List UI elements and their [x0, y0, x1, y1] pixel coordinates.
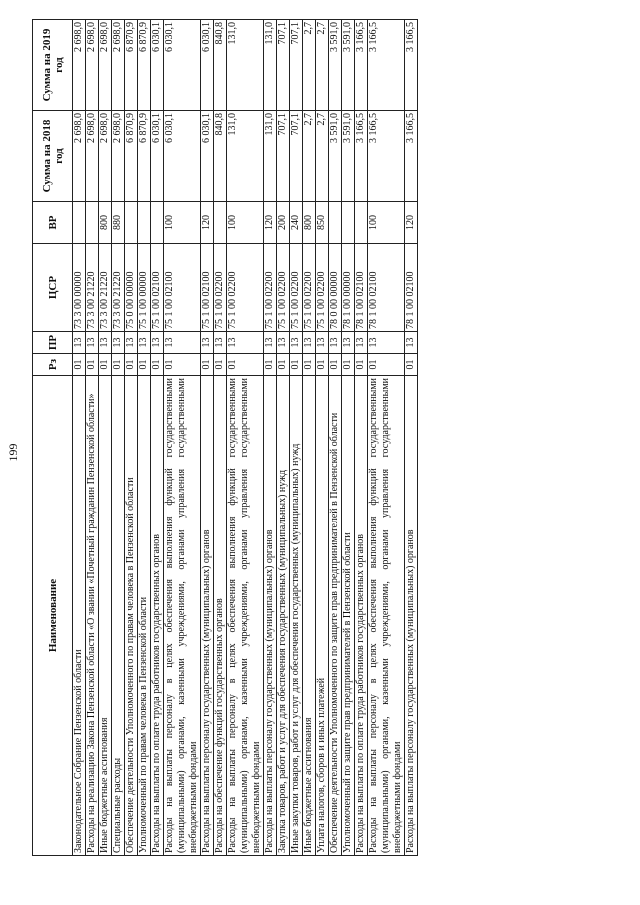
cell-sum-2018: 6 030,1 — [151, 111, 164, 202]
cell-name: Обеспечение деятельности Уполномоченного по защите прав предпринимателей в Пензенской области — [329, 376, 342, 856]
cell-name: Уполномоченный по правам человека в Пензенской области — [138, 376, 151, 856]
cell-rz: 01 — [329, 354, 342, 376]
cell-csr: 75 1 00 02200 — [264, 244, 277, 332]
cell-sum-2019: 3 591,0 — [329, 20, 342, 111]
cell-sum-2018: 2,7 — [316, 111, 329, 202]
table-row — [164, 20, 201, 856]
cell-sum-2019: 6 870,9 — [138, 20, 151, 111]
cell-vr: 100 — [164, 202, 201, 244]
table-row — [227, 20, 264, 856]
cell-pr: 13 — [303, 332, 316, 354]
cell-csr: 75 1 00 02100 — [151, 244, 164, 332]
cell-vr: 100 — [368, 202, 405, 244]
header-sum-2018: Сумма на 2018 год — [33, 111, 73, 202]
cell-vr: 850 — [316, 202, 329, 244]
cell-vr: 240 — [290, 202, 303, 244]
cell-sum-2018: 2,7 — [303, 111, 316, 202]
cell-vr: 880 — [112, 202, 125, 244]
cell-rz: 01 — [264, 354, 277, 376]
budget-table-container — [32, 20, 418, 856]
cell-csr: 78 1 00 00000 — [342, 244, 355, 332]
cell-sum-2018: 707,1 — [290, 111, 303, 202]
table-row — [151, 20, 164, 856]
cell-rz: 01 — [112, 354, 125, 376]
cell-name: Расходы на выплаты персоналу в целях обеспечения выполнения функций государственными (муниципальными) органами, казенными учреждениями, органами управления государственными внебюджетными фондами — [368, 376, 405, 856]
cell-sum-2019: 2,7 — [316, 20, 329, 111]
table-row — [316, 20, 329, 856]
cell-sum-2019: 6 030,1 — [201, 20, 214, 111]
cell-sum-2019: 6 870,9 — [125, 20, 138, 111]
table-body — [73, 20, 418, 856]
cell-sum-2018: 2 698,0 — [112, 111, 125, 202]
header-sum-2019: Сумма на 2019 год — [33, 20, 73, 111]
cell-sum-2019: 2 698,0 — [112, 20, 125, 111]
table-header-row — [33, 20, 73, 856]
cell-sum-2018: 840,8 — [214, 111, 227, 202]
cell-rz: 01 — [303, 354, 316, 376]
table-row — [290, 20, 303, 856]
cell-pr: 13 — [138, 332, 151, 354]
cell-pr: 13 — [201, 332, 214, 354]
cell-rz: 01 — [125, 354, 138, 376]
table-row — [342, 20, 355, 856]
cell-pr: 13 — [264, 332, 277, 354]
table-row — [368, 20, 405, 856]
cell-csr: 75 1 00 02100 — [201, 244, 214, 332]
cell-sum-2019: 131,0 — [227, 20, 264, 111]
cell-sum-2019: 707,1 — [277, 20, 290, 111]
cell-rz: 01 — [214, 354, 227, 376]
cell-rz: 01 — [138, 354, 151, 376]
cell-csr: 75 1 00 02200 — [214, 244, 227, 332]
cell-sum-2019: 131,0 — [264, 20, 277, 111]
cell-name: Специальные расходы — [112, 376, 125, 856]
cell-sum-2018: 2 698,0 — [86, 111, 99, 202]
cell-sum-2019: 6 030,1 — [164, 20, 201, 111]
cell-pr: 13 — [99, 332, 112, 354]
cell-sum-2019: 840,8 — [214, 20, 227, 111]
table-row — [125, 20, 138, 856]
cell-vr: 200 — [277, 202, 290, 244]
cell-sum-2019: 707,1 — [290, 20, 303, 111]
cell-pr: 13 — [214, 332, 227, 354]
cell-vr — [214, 202, 227, 244]
cell-sum-2019: 3 591,0 — [342, 20, 355, 111]
cell-csr: 75 1 00 02200 — [303, 244, 316, 332]
cell-sum-2018: 707,1 — [277, 111, 290, 202]
cell-csr: 75 1 00 02100 — [164, 244, 201, 332]
table-row — [112, 20, 125, 856]
cell-sum-2018: 6 870,9 — [125, 111, 138, 202]
cell-rz: 01 — [368, 354, 405, 376]
header-pr: ПР — [33, 332, 73, 354]
cell-vr — [138, 202, 151, 244]
cell-vr — [86, 202, 99, 244]
cell-sum-2019: 3 166,5 — [355, 20, 368, 111]
cell-vr — [125, 202, 138, 244]
table-row — [214, 20, 227, 856]
budget-table — [32, 19, 418, 856]
cell-vr — [355, 202, 368, 244]
cell-rz: 01 — [277, 354, 290, 376]
cell-csr: 73 3 00 21220 — [99, 244, 112, 332]
cell-rz: 01 — [405, 354, 418, 376]
cell-name: Расходы на обеспечение функций государственных органов — [214, 376, 227, 856]
cell-pr: 13 — [227, 332, 264, 354]
cell-csr: 78 1 00 02100 — [368, 244, 405, 332]
cell-rz: 01 — [86, 354, 99, 376]
table-row — [329, 20, 342, 856]
cell-rz: 01 — [201, 354, 214, 376]
cell-sum-2018: 131,0 — [264, 111, 277, 202]
cell-name: Законодательное Собрание Пензенской области — [73, 376, 86, 856]
cell-pr: 13 — [125, 332, 138, 354]
cell-rz: 01 — [99, 354, 112, 376]
table-row — [73, 20, 86, 856]
cell-rz: 01 — [355, 354, 368, 376]
cell-sum-2019: 2 698,0 — [86, 20, 99, 111]
cell-sum-2019: 6 030,1 — [151, 20, 164, 111]
cell-sum-2018: 6 870,9 — [138, 111, 151, 202]
cell-sum-2019: 3 166,5 — [368, 20, 405, 111]
cell-csr: 73 3 00 00000 — [73, 244, 86, 332]
table-row — [86, 20, 99, 856]
header-vr: ВР — [33, 202, 73, 244]
cell-rz: 01 — [73, 354, 86, 376]
header-rz: Рз — [33, 354, 73, 376]
cell-vr — [151, 202, 164, 244]
cell-vr: 800 — [303, 202, 316, 244]
cell-vr: 120 — [264, 202, 277, 244]
cell-sum-2018: 3 166,5 — [405, 111, 418, 202]
cell-rz: 01 — [227, 354, 264, 376]
page-number: 199 — [6, 443, 20, 462]
table-row — [138, 20, 151, 856]
cell-name: Расходы на выплаты персоналу государственных (муниципальных) органов — [405, 376, 418, 856]
header-name: Наименование — [33, 376, 73, 856]
cell-csr: 75 0 00 00000 — [125, 244, 138, 332]
cell-csr: 73 3 00 21220 — [86, 244, 99, 332]
cell-vr — [329, 202, 342, 244]
cell-vr — [342, 202, 355, 244]
cell-pr: 13 — [342, 332, 355, 354]
header-csr: ЦСР — [33, 244, 73, 332]
cell-name: Расходы на выплаты по оплате труда работников государственных органов — [151, 376, 164, 856]
cell-sum-2018: 3 166,5 — [368, 111, 405, 202]
cell-pr: 13 — [355, 332, 368, 354]
cell-vr — [73, 202, 86, 244]
cell-csr: 75 1 00 02200 — [227, 244, 264, 332]
cell-sum-2018: 3 591,0 — [329, 111, 342, 202]
cell-sum-2018: 3 591,0 — [342, 111, 355, 202]
cell-name: Иные бюджетные ассигнования — [303, 376, 316, 856]
cell-name: Уплата налогов, сборов и иных платежей — [316, 376, 329, 856]
cell-name: Иные закупки товаров, работ и услуг для обеспечения государственных (муниципальных) нужд — [290, 376, 303, 856]
cell-sum-2019: 2 698,0 — [99, 20, 112, 111]
table-row — [99, 20, 112, 856]
cell-name: Расходы на выплаты персоналу государственных (муниципальных) органов — [201, 376, 214, 856]
cell-name: Расходы на реализацию Закона Пензенской области «О звании «Почетный гражданин Пензенской области» — [86, 376, 99, 856]
cell-pr: 13 — [86, 332, 99, 354]
cell-pr: 13 — [73, 332, 86, 354]
cell-sum-2018: 2 698,0 — [99, 111, 112, 202]
cell-name: Расходы на выплаты персоналу в целях обеспечения выполнения функций государственными (муниципальными) органами, казенными учреждениями, органами управления государственными внебюджетными фондами — [227, 376, 264, 856]
cell-vr: 120 — [405, 202, 418, 244]
cell-csr: 75 1 00 02200 — [290, 244, 303, 332]
cell-csr: 75 1 00 02200 — [277, 244, 290, 332]
table-row — [277, 20, 290, 856]
cell-name: Уполномоченный по защите прав предпринимателей в Пензенской области — [342, 376, 355, 856]
cell-pr: 13 — [164, 332, 201, 354]
cell-pr: 13 — [405, 332, 418, 354]
cell-sum-2019: 3 166,5 — [405, 20, 418, 111]
cell-name: Иные бюджетные ассигнования — [99, 376, 112, 856]
cell-rz: 01 — [290, 354, 303, 376]
table-row — [405, 20, 418, 856]
cell-sum-2018: 131,0 — [227, 111, 264, 202]
cell-pr: 13 — [112, 332, 125, 354]
table-row — [264, 20, 277, 856]
cell-pr: 13 — [290, 332, 303, 354]
cell-csr: 75 1 00 00000 — [138, 244, 151, 332]
cell-csr: 75 1 00 02200 — [316, 244, 329, 332]
cell-pr: 13 — [151, 332, 164, 354]
cell-sum-2019: 2,7 — [303, 20, 316, 111]
cell-sum-2018: 2 698,0 — [73, 111, 86, 202]
cell-name: Расходы на выплаты персоналу государственных (муниципальных) органов — [264, 376, 277, 856]
cell-pr: 13 — [368, 332, 405, 354]
cell-sum-2018: 6 030,1 — [164, 111, 201, 202]
cell-pr: 13 — [316, 332, 329, 354]
cell-vr: 100 — [227, 202, 264, 244]
cell-vr: 800 — [99, 202, 112, 244]
cell-rz: 01 — [342, 354, 355, 376]
cell-rz: 01 — [164, 354, 201, 376]
cell-name: Расходы на выплаты персоналу в целях обеспечения выполнения функций государственными (муниципальными) органами, казенными учреждениями, органами управления государственными внебюджетными фондами — [164, 376, 201, 856]
cell-csr: 73 3 00 21220 — [112, 244, 125, 332]
cell-sum-2018: 6 030,1 — [201, 111, 214, 202]
cell-pr: 13 — [329, 332, 342, 354]
cell-rz: 01 — [316, 354, 329, 376]
cell-sum-2018: 3 166,5 — [355, 111, 368, 202]
cell-csr: 78 1 00 02100 — [405, 244, 418, 332]
table-row — [355, 20, 368, 856]
cell-rz: 01 — [151, 354, 164, 376]
cell-pr: 13 — [277, 332, 290, 354]
table-row — [303, 20, 316, 856]
cell-sum-2019: 2 698,0 — [73, 20, 86, 111]
cell-name: Расходы на выплаты по оплате труда работников государственных органов — [355, 376, 368, 856]
table-row — [201, 20, 214, 856]
cell-name: Закупка товаров, работ и услуг для обеспечения государственных (муниципальных) нужд — [277, 376, 290, 856]
cell-csr: 78 1 00 02100 — [355, 244, 368, 332]
cell-name: Обеспечение деятельности Уполномоченного по правам человека в Пензенской области — [125, 376, 138, 856]
cell-vr: 120 — [201, 202, 214, 244]
cell-csr: 78 0 00 00000 — [329, 244, 342, 332]
